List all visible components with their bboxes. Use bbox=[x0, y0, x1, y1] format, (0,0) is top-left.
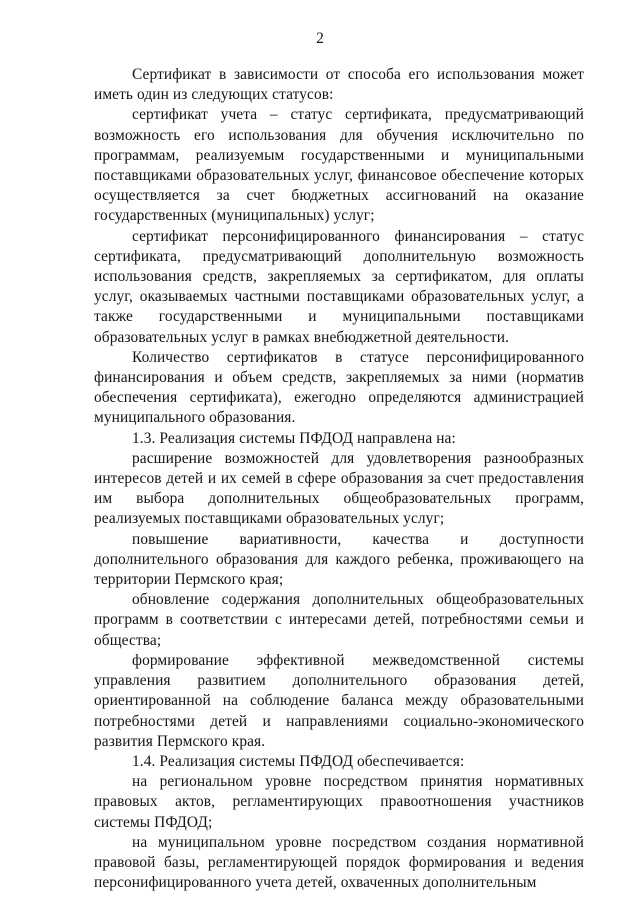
paragraph-municipal-level: на муниципальном уровне посредством создания нормативной правовой базы, регламентирующей порядок формирования и ведения персонифицированного учета детей, охваченных дополнительным bbox=[94, 833, 584, 892]
paragraph-personified-certificate: сертификат персонифицированного финансирования – статус сертификата, предусматривающий дополнительную возможность использования средств, закрепляемых за сертификатом, для оплаты услуг, оказываемых частными поставщиками образовательных услуг, а также государственными и муниципальными поставщиками образовательных услуг в рамках внебюджетной деятельности. bbox=[94, 227, 584, 346]
section-heading-1-4: 1.4. Реализация системы ПФДОД обеспечивается: bbox=[132, 752, 465, 770]
paragraph-accounting-certificate: сертификат учета – статус сертификата, предусматривающий возможность его использования для обучения исключительно по программам, реализуемым государственными и муниципальными поставщиками образовательных услуг, финансовое обеспечение которых осуществляется за счет бюджетных ассигнований на оказание государственных (муниципальных) услуг; bbox=[94, 106, 584, 225]
paragraph-regional-level: на региональном уровне посредством принятия нормативных правовых актов, регламентирующих правоотношения участников системы ПФДОД; bbox=[94, 773, 584, 831]
paragraph-increasing-variability: повышение вариативности, качества и доступности дополнительного образования для каждого ребенка, проживающего на территории Пермского края; bbox=[94, 530, 584, 589]
section-heading-1-3: 1.3. Реализация системы ПФДОД направлена на: bbox=[132, 429, 456, 447]
paragraph-expanding-opportunities: расширение возможностей для удовлетворения разнообразных интересов детей и их семей в сфере образования за счет предоставления им выбора дополнительных общеобразовательных программ, реализуемых поставщиками образовательных услуг; bbox=[94, 449, 584, 528]
paragraph-content-update: обновление содержания дополнительных общеобразовательных программ в соответствии с интересами детей, потребностями семьи и общества; bbox=[94, 591, 584, 649]
paragraph-certificate-statuses: Сертификат в зависимости от способа его использования может иметь один из следующих статусов: bbox=[94, 66, 584, 104]
paragraph-certificate-quantity: Количество сертификатов в статусе персонифицированного финансирования и объем средств, закрепляемых за ними (норматив обеспечения сертификата), ежегодно определяются администрацией муниципального образования. bbox=[94, 348, 584, 427]
page-number: 2 bbox=[316, 30, 324, 47]
paragraph-management-system: формирование эффективной межведомственной системы управления развитием дополнительного образования детей, ориентированной на соблюдение баланса между образовательными потребностями детей и направлениями социально-экономического развития Пермского края. bbox=[94, 651, 584, 750]
document-body bbox=[94, 65, 584, 893]
